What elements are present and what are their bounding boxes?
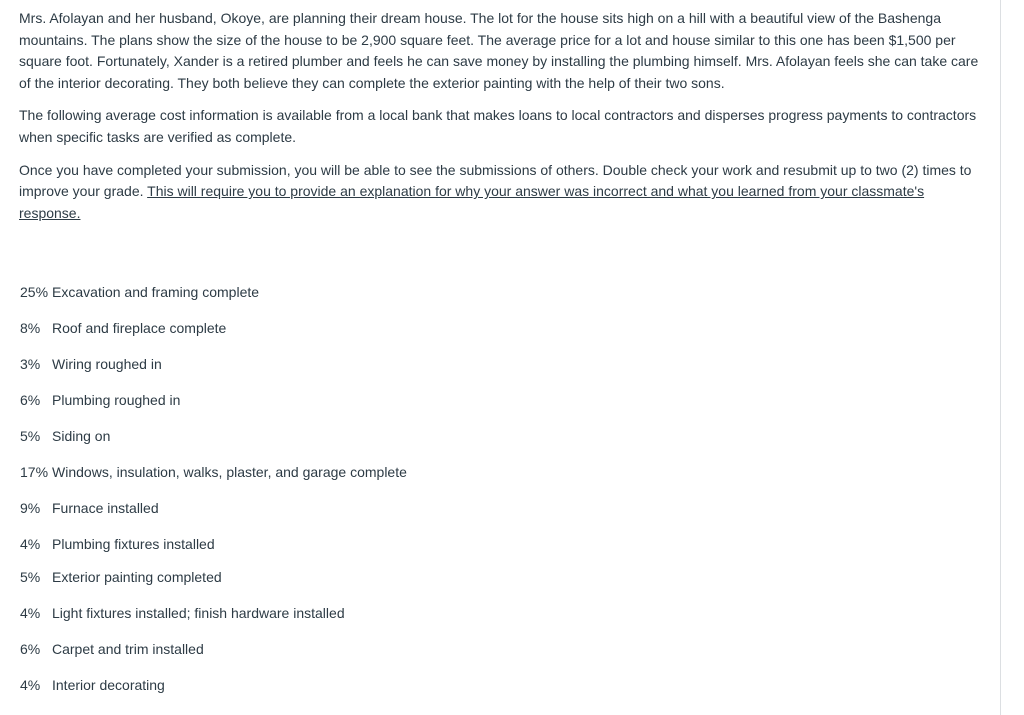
cost-item (20, 319, 226, 337)
cost-item-task: Light fixtures installed; finish hardware installed (52, 605, 345, 621)
cost-item-task: Carpet and trim installed (52, 641, 204, 657)
cost-item (20, 499, 159, 517)
cost-item (20, 283, 259, 301)
cost-item (20, 427, 110, 445)
cost-item-task: Plumbing fixtures installed (52, 536, 215, 552)
instructions-underlined-text: This will require you to provide an explanation for why your answer was incorrect and what you learned from your classmate's response. (19, 183, 925, 221)
cost-item-task: Exterior painting completed (52, 569, 222, 585)
cost-item-task: Interior decorating (52, 677, 165, 693)
cost-item-task: Excavation and framing complete (52, 284, 260, 300)
cost-item-task: Roof and fireplace complete (52, 320, 227, 336)
cost-item (20, 355, 162, 373)
cost-item (20, 676, 165, 694)
intro-paragraph: Mrs. Afolayan and her husband, Okoye, are planning their dream house. The lot for the house sits high on a hill with a beautiful view of the Bashenga mountains. The plans show the size of the house to be 2,900 square feet. The average price for a lot and house similar to this one has been $1,500 per square foot. Fortunately, Xander is a retired plumber and feels he can save money by installing the plumbing himself. Mrs. Afolayan feels she can take care of the interior decorating. They both believe they can complete the exterior painting with the help of their two sons. (19, 10, 979, 91)
cost-item-percent: 5% (20, 569, 41, 585)
cost-item-percent: 5% (20, 428, 41, 444)
cost-item-task: Plumbing roughed in (52, 392, 181, 408)
cost-item-percent: 9% (20, 500, 41, 516)
cost-item-task: Windows, insulation, walks, plaster, and garage complete (52, 464, 407, 480)
cost-item-percent: 6% (20, 641, 41, 657)
instructions-text: Once you have completed your submission, you will be able to see the submissions of others. Double check your work and resubmit up to two (2) times to improve your grade. (19, 161, 972, 200)
cost-item-percent: 8% (20, 320, 41, 336)
cost-item (20, 640, 204, 658)
cost-item (20, 535, 215, 553)
cost-item (20, 391, 180, 409)
instructions-paragraph (19, 160, 979, 225)
cost-item-percent: 4% (20, 536, 41, 552)
cost-item-percent: 25% (20, 284, 49, 300)
problem-text (19, 8, 979, 235)
cost-item-percent: 17% (20, 464, 49, 480)
cost-item-percent: 6% (20, 392, 41, 408)
cost-item (20, 604, 345, 622)
cost-item (20, 463, 407, 481)
cost-item-percent: 4% (20, 605, 41, 621)
cost-item (20, 568, 222, 586)
cost-item-percent: 3% (20, 356, 41, 372)
cost-item-task: Siding on (52, 428, 111, 444)
cost-item-task: Wiring roughed in (52, 356, 162, 372)
cost-item-percent: 4% (20, 677, 41, 693)
content-right-border (1000, 0, 1001, 715)
bank-info-paragraph: The following average cost information is available from a local bank that makes loans to local contractors and disperses progress payments to contractors when specific tasks are verified as complete. (19, 107, 977, 145)
cost-item-task: Furnace installed (52, 500, 159, 516)
